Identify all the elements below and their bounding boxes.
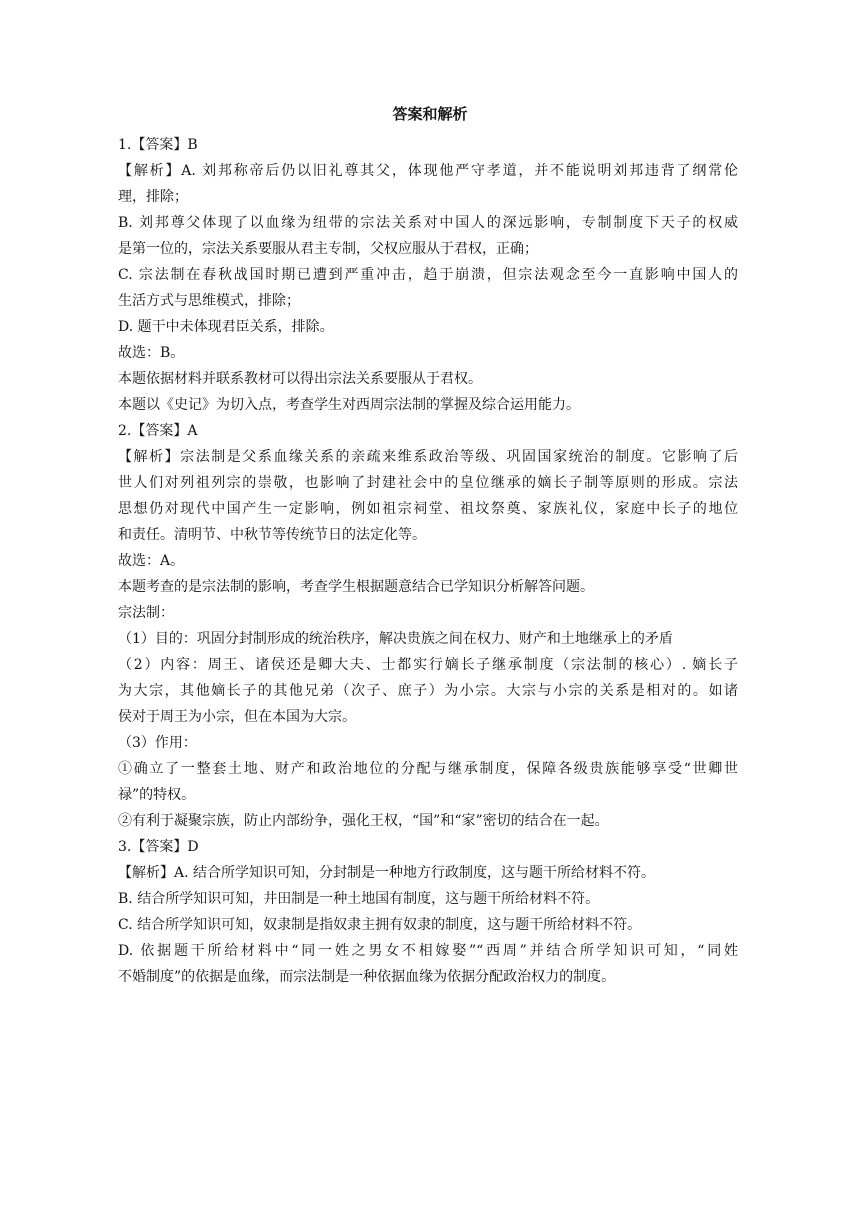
answer-3-analysis-line: 【解析】A. 结合所学知识可知，分封制是一种地方行政制度，这与题干所给材料不符。 bbox=[118, 865, 656, 881]
answer-3-analysis-line: 不婚制度”的依据是血缘，而宗法制是一种依据血缘为依据分配政治权力的制度。 bbox=[118, 969, 616, 985]
answer-3-analysis-line: C. 结合所学知识可知，奴隶制是指奴隶主拥有奴隶的制度，这与题干所给材料不符。 bbox=[118, 917, 642, 933]
answer-2-effect: ①确立了一整套土地、财产和政治地位的分配与继承制度，保障各级贵族能够享受“世卿世 bbox=[118, 761, 738, 777]
answer-1-analysis-line: 【解析】A. 刘邦称帝后仍以旧礼尊其父，体现他严守孝道，并不能说明刘邦违背了纲常伦 bbox=[118, 163, 738, 179]
answer-2-analysis-line: 思想仍对现代中国产生一定影响，例如祖宗祠堂、祖坟祭奠、家族礼仪，家庭中长子的地位 bbox=[118, 501, 738, 517]
answer-2-choice: 故选：A。 bbox=[118, 553, 185, 569]
answer-1-choice: 故选：B。 bbox=[118, 345, 185, 361]
page-title: 答案和解析 bbox=[392, 105, 468, 123]
answer-2-analysis-line: 世人们对列祖列宗的崇敬，也影响了封建社会中的皇位继承的嫡长子制等原则的形成。宗法 bbox=[118, 475, 738, 491]
answer-2-summary: 本题考查的是宗法制的影响，考查学生根据题意结合已学知识分析解答问题。 bbox=[118, 579, 594, 595]
answer-3-analysis-line: D. 依据题干所给材料中“同一姓之男女不相嫁娶”“西周”并结合所学知识可知，“同姓 bbox=[118, 943, 738, 959]
answer-1-heading: 1.【答案】B bbox=[118, 137, 198, 153]
answer-1-analysis-line: 生活方式与思维模式，排除； bbox=[118, 293, 300, 309]
answer-1-analysis-line: D. 题干中未体现君臣关系，排除。 bbox=[118, 319, 334, 335]
answer-1-summary: 本题以《史记》为切入点，考查学生对西周宗法制的掌握及综合运用能力。 bbox=[118, 397, 580, 413]
answer-2-heading: 2.【答案】A bbox=[118, 423, 198, 439]
answer-1-analysis-line: B. 刘邦尊父体现了以血缘为纽带的宗法关系对中国人的深远影响，专制制度下天子的权威 bbox=[118, 215, 738, 231]
answer-1-analysis-line: C. 宗法制在春秋战国时期已遭到严重冲击，趋于崩溃，但宗法观念至今一直影响中国人的 bbox=[118, 267, 738, 283]
answer-2-point: 为大宗，其他嫡长子的其他兄弟（次子、庶子）为小宗。大宗与小宗的关系是相对的。如诸 bbox=[118, 683, 738, 699]
answer-2-point: （2）内容：周王、诸侯还是卿大夫、士都实行嫡长子继承制度（宗法制的核心）. 嫡长子 bbox=[118, 657, 738, 673]
answer-2-effect: 禄”的特权。 bbox=[118, 787, 196, 803]
answer-1-summary: 本题依据材料并联系教材可以得出宗法关系要服从于君权。 bbox=[118, 371, 482, 387]
answer-3-heading: 3.【答案】D bbox=[118, 839, 199, 855]
answer-2-section-label: 宗法制： bbox=[118, 605, 174, 621]
answer-2-analysis-line: 和责任。清明节、中秋节等传统节日的法定化等。 bbox=[118, 527, 426, 543]
answer-1-analysis-line: 理，排除； bbox=[118, 189, 188, 205]
answer-2-effect: ②有利于凝聚宗族，防止内部纷争，强化王权，“国”和“家”密切的结合在一起。 bbox=[118, 813, 609, 829]
answer-2-analysis-line: 【解析】宗法制是父系血缘关系的亲疏来维系政治等级、巩固国家统治的制度。它影响了后 bbox=[118, 449, 738, 465]
answer-2-point: 侯对于周王为小宗，但在本国为大宗。 bbox=[118, 709, 356, 725]
answer-content bbox=[118, 132, 738, 990]
answer-2-point: （3）作用： bbox=[118, 735, 197, 751]
answer-3-analysis-line: B. 结合所学知识可知，井田制是一种土地国有制度，这与题干所给材料不符。 bbox=[118, 891, 600, 907]
answer-2-point: （1）目的：巩固分封制形成的统治秩序，解决贵族之间在权力、财产和土地继承上的矛盾 bbox=[118, 631, 673, 647]
answer-1-analysis-line: 是第一位的，宗法关系要服从君主专制，父权应服从于君权，正确； bbox=[118, 241, 538, 257]
